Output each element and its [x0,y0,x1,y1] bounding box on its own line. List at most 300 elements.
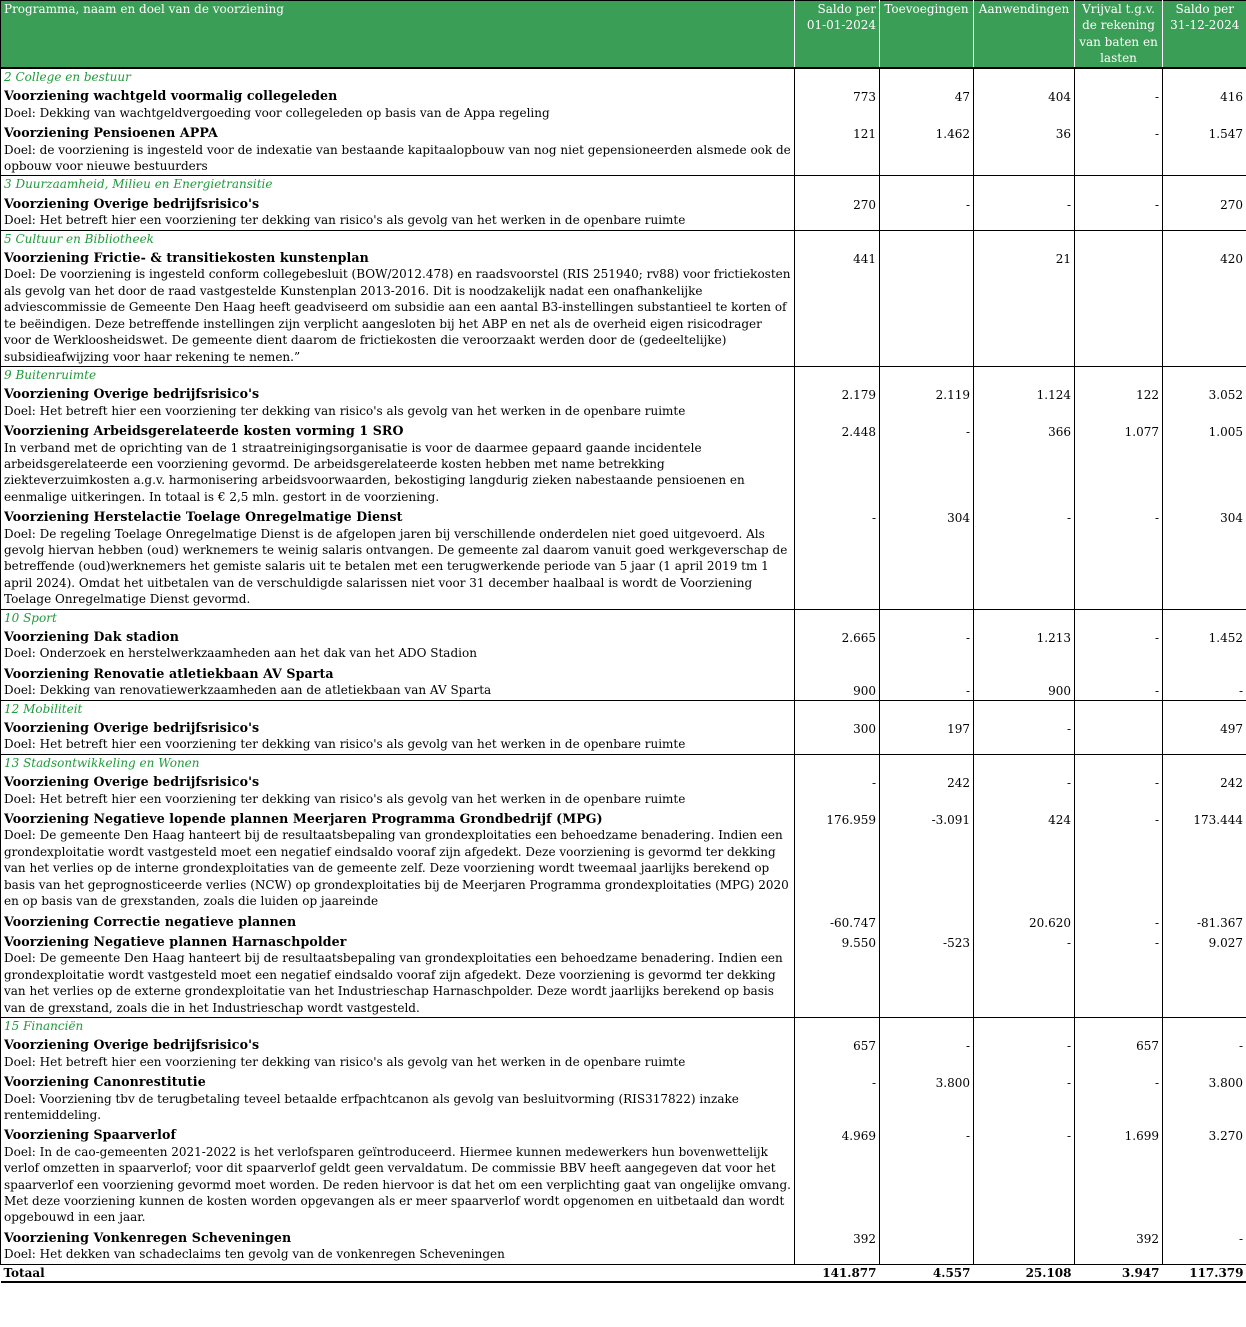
value-saldo-eind [1163,85,1246,122]
value-vrijval [1075,717,1163,754]
value-aanwendingen [974,1071,1075,1124]
value-text: 121 [853,127,876,142]
value-text: - [1154,197,1159,212]
value-aanwendingen [974,931,1075,1018]
provision-title: Voorziening Herstelactie Toelage Onregelmatige Dienst [4,509,403,525]
group-title: 2 College en bestuur [1,68,795,85]
value-vrijval [1075,85,1163,122]
value-toevoegingen [880,193,974,230]
value-vrijval [1075,193,1163,230]
value-text: - [1154,935,1159,950]
value-vrijval [1075,911,1163,931]
value-toevoegingen [880,771,974,808]
value-text: - [1066,1129,1071,1144]
provision-cell [1,717,795,754]
total-label: Totaal [1,1264,795,1282]
provision-cell [1,931,795,1018]
group-header-empty-cell [795,609,880,626]
value-text: - [1154,127,1159,142]
provision-cell [1,1227,795,1264]
value-text: 3.052 [1208,388,1243,403]
value-text: 9.027 [1208,935,1243,950]
value-aanwendingen [974,808,1075,910]
value-toevoegingen [880,122,974,176]
value-text: 392 [853,1231,876,1246]
value-aanwendingen [974,626,1075,663]
value-text: 1.124 [1036,388,1071,403]
provision-description: Doel: De voorziening is ingesteld conform collegebesluit (BOW/2012.478) en raadsvoorstel (RIS 251940; rv88) voor frictiekosten als gevolg van het door de raad vastgestelde Kunstenplan 2013-2016. Dit is noodzakelijk nadat een onafhankelijke adviescommissie de Gemeente Den Haag heeft geadviseerd om subsidie aan een aantal B3-instellingen substantieel te korten of te beëindigen. Deze betreffende instellingen zijn verplicht aangesloten bij het ABP en net als de overheid eigen risicodrager voor de Werkloosheidswet. De gemeente dient daarom de frictiekosten die veroorzaakt werden door de (gedeeltelijke) subsidieafwijzing voor haar rekening te nemen.” [4,267,791,364]
value-text: 304 [1220,511,1243,526]
value-text: 300 [853,722,876,737]
table-row [1,626,1246,663]
value-text: 3.270 [1208,1129,1243,1144]
value-vrijval [1075,1227,1163,1264]
group-header-row [1,176,1246,193]
value-vrijval [1075,247,1163,366]
total-toevoegingen: 4.557 [880,1264,974,1282]
group-header-row [1,609,1246,626]
value-saldo-begin [795,911,880,931]
value-vrijval [1075,808,1163,910]
value-toevoegingen [880,808,974,910]
value-saldo-begin [795,420,880,506]
group-header-empty-cell [1075,68,1163,85]
value-text: - [1066,935,1071,950]
value-saldo-eind [1163,247,1246,366]
provision-title: Voorziening Pensioenen APPA [4,125,218,141]
value-vrijval [1075,771,1163,808]
value-text: 242 [1220,776,1243,791]
value-saldo-begin [795,1034,880,1071]
value-text: 366 [1048,425,1071,440]
value-saldo-eind [1163,1227,1246,1264]
value-saldo-begin [795,1227,880,1264]
provision-description: Doel: Het betreft hier een voorziening ter dekking van risico's als gevolg van het werken in de openbare ruimte [4,791,686,806]
value-text: - [1154,776,1159,791]
value-text: - [1066,511,1071,526]
value-text: -523 [943,935,970,950]
group-title: 9 Buitenruimte [1,366,795,383]
provision-title: Voorziening Frictie- & transitiekosten kunstenplan [4,250,369,266]
value-toevoegingen [880,911,974,931]
header-saldo-begin: Saldo per 01-01-2024 [795,1,880,69]
total-vrijval: 3.947 [1075,1264,1163,1282]
value-text: 1.005 [1208,425,1243,440]
value-aanwendingen [974,1034,1075,1071]
provision-cell [1,506,795,609]
value-text: 36 [1055,127,1071,142]
value-toevoegingen [880,717,974,754]
provision-cell [1,663,795,700]
provision-description: Doel: Dekking van renovatiewerkzaamheden aan de atletiekbaan van AV Sparta [4,683,492,698]
provision-title: Voorziening Renovatie atletiekbaan AV Sparta [4,665,334,681]
provision-cell [1,808,795,910]
value-vrijval [1075,626,1163,663]
provision-title: Voorziening Vonkenregen Scheveningen [4,1229,292,1245]
provision-cell [1,1124,795,1226]
value-text: 242 [947,776,970,791]
value-text: - [1154,631,1159,645]
group-header-empty-cell [880,176,974,193]
table-row [1,506,1246,609]
provision-description: Doel: In de cao-gemeenten 2021-2022 is het verlofsparen geïntroduceerd. Hiermee kunnen medewerkers hun bovenwettelijk verlof omzetten in spaarverlof; voor dit spaarverlof geldt geen vervaldatum. De commissie BBV heeft aangegeven dat voor het spaarverlof een voorziening gevormd moet worden. De reden hiervoor is dat het om een verplichting gaat van ongelijke omvang. Met deze voorziening kunnen de kosten worden opgevangen als er meer spaarverlof wordt opgenomen en uitbetaald dan wordt opgebouwd in een jaar. [4,1144,791,1225]
provision-title: Voorziening wachtgeld voormalig collegeleden [4,88,338,104]
provision-description: In verband met de oprichting van de 1 straatreinigingsorganisatie is voor de daarmee gepaard gaande incidentele arbeidsgerelateerde een voorziening gevormd. De arbeidsgerelateerde kosten hebben met name betrekking ziekteverzuimkosten a.g.v. harmonisering arbeidsvoorwaarden, bekostiging langdurig zieken nabestaande pensioenen en eenmalige uitkeringen. In totaal is € 2,5 mln. gestort in de voorziening. [4,440,745,504]
provision-title: Voorziening Canonrestitutie [4,1074,206,1090]
header-aanwendingen: Aanwendingen [974,1,1075,69]
group-header-row [1,68,1246,85]
provision-cell [1,1034,795,1071]
value-toevoegingen [880,931,974,1018]
value-text: - [965,631,970,645]
value-saldo-eind [1163,1071,1246,1124]
group-header-row [1,1017,1246,1034]
group-header-row [1,700,1246,717]
value-saldo-eind [1163,808,1246,910]
group-title: 5 Cultuur en Bibliotheek [1,230,795,247]
provision-title: Voorziening Negatieve plannen Harnaschpolder [4,933,347,949]
value-text: 773 [853,90,876,105]
group-header-empty-cell [974,700,1075,717]
value-saldo-eind [1163,383,1246,420]
value-aanwendingen [974,911,1075,931]
value-text: -81.367 [1196,915,1243,930]
provision-title: Voorziening Overige bedrijfsrisico's [4,720,260,736]
table-row [1,717,1246,754]
value-text: - [965,197,970,212]
value-aanwendingen [974,1227,1075,1264]
value-text: 1.462 [935,127,970,142]
value-text: 47 [954,90,970,105]
header-row [1,1,1246,69]
value-text: - [1066,722,1071,737]
group-header-row [1,366,1246,383]
table-row [1,663,1246,700]
group-header-empty-cell [1075,230,1163,247]
value-text: 900 [853,684,876,699]
group-header-empty-cell [880,1017,974,1034]
value-saldo-eind [1163,1124,1246,1226]
value-text: 900 [1048,684,1071,699]
value-text: - [1066,197,1071,212]
value-text: 441 [853,252,876,267]
table-row [1,85,1246,122]
value-saldo-begin [795,1124,880,1226]
value-text: 176.959 [826,813,876,828]
table-row [1,247,1246,366]
value-saldo-eind [1163,626,1246,663]
group-header-empty-cell [795,1017,880,1034]
value-aanwendingen [974,506,1075,609]
value-text: - [1238,1231,1243,1246]
value-saldo-begin [795,122,880,176]
table-row [1,808,1246,910]
total-aanwendingen: 25.108 [974,1264,1075,1282]
group-header-empty-cell [1163,366,1246,383]
provision-description: Doel: De gemeente Den Haag hanteert bij de resultaatsbepaling van grondexploitaties een behoedzame benadering. Indien een grondexploitatie wordt vastgesteld moet een negatief eindsaldo vooraf zijn afgedekt. Deze voorziening is gevormd ter dekking van het verlies op de interne grondexploitaties van de gemeente zelf. Deze voorziening wordt tweemaal jaarlijks berekend op basis van het geprognosticeerde verlies (NCW) op grondexploitaties bij de Meerjaren Programma grondexploitaties (MPG) 2020 en op basis van de grexstanden, zoals die luiden op jaareinde [4,828,789,909]
value-text: 416 [1220,90,1243,105]
table-row [1,1124,1246,1226]
value-aanwendingen [974,1124,1075,1226]
group-header-empty-cell [974,609,1075,626]
table-row [1,122,1246,176]
table-row [1,383,1246,420]
value-toevoegingen [880,1124,974,1226]
group-header-empty-cell [795,68,880,85]
value-text: 1.699 [1124,1129,1159,1144]
provision-title: Voorziening Spaarverlof [4,1127,177,1143]
value-saldo-eind [1163,717,1246,754]
value-text: 3.800 [1208,1076,1243,1091]
value-text: 3.800 [935,1076,970,1091]
value-vrijval [1075,420,1163,506]
group-header-empty-cell [795,700,880,717]
value-saldo-eind [1163,931,1246,1018]
group-header-empty-cell [1075,609,1163,626]
table-row [1,193,1246,230]
value-text: 1.547 [1208,127,1243,142]
group-header-empty-cell [1163,1017,1246,1034]
group-header-row [1,230,1246,247]
group-header-empty-cell [795,230,880,247]
value-aanwendingen [974,122,1075,176]
value-aanwendingen [974,420,1075,506]
value-toevoegingen [880,1034,974,1071]
value-saldo-begin [795,1071,880,1124]
value-text: - [1066,1076,1071,1091]
value-vrijval [1075,383,1163,420]
group-header-empty-cell [880,754,974,771]
value-text: 657 [853,1039,876,1054]
value-saldo-eind [1163,1034,1246,1071]
value-text: -3.091 [931,813,970,828]
value-aanwendingen [974,771,1075,808]
provision-cell [1,247,795,366]
value-toevoegingen [880,1071,974,1124]
group-title: 15 Financiën [1,1017,795,1034]
table-row [1,771,1246,808]
provision-title: Voorziening Overige bedrijfsrisico's [4,774,260,790]
value-saldo-begin [795,931,880,1018]
value-vrijval [1075,1071,1163,1124]
value-toevoegingen [880,1227,974,1264]
value-saldo-begin [795,85,880,122]
value-text: 424 [1048,813,1071,828]
group-header-empty-cell [1075,1017,1163,1034]
provision-description: Doel: De gemeente Den Haag hanteert bij de resultaatsbepaling van grondexploitaties een behoedzame benadering. Indien een grondexploitatie wordt vastgesteld moet een negatief eindsaldo vooraf zijn afgedekt. Deze voorziening is gevormd ter dekking van het verlies op de externe grondexploitatie van het Industrieschap Harnaschpolder. Deze wordt jaarlijks berekend op basis van de grexstand, zoals die in het Industrieschap wordt vastgesteld. [4,951,783,1015]
value-toevoegingen [880,506,974,609]
provision-cell [1,626,795,663]
provision-title: Voorziening Dak stadion [4,629,179,644]
value-toevoegingen [880,383,974,420]
provision-description: Doel: Voorziening tbv de terugbetaling teveel betaalde erfpachtcanon als gevolg van besluitvorming (RIS317822) inzake rentemiddeling. [4,1091,739,1122]
group-header-empty-cell [795,366,880,383]
value-vrijval [1075,1034,1163,1071]
value-aanwendingen [974,717,1075,754]
provision-title: Voorziening Correctie negatieve plannen [4,913,297,929]
value-saldo-begin [795,506,880,609]
table-body [1,68,1246,1264]
value-aanwendingen [974,85,1075,122]
provision-title: Voorziening Overige bedrijfsrisico's [4,386,260,402]
provision-title: Voorziening Overige bedrijfsrisico's [4,195,260,211]
value-text: 420 [1220,252,1243,267]
value-saldo-eind [1163,911,1246,931]
table-row [1,911,1246,931]
value-aanwendingen [974,193,1075,230]
value-text: - [1154,684,1159,699]
value-saldo-eind [1163,122,1246,176]
provision-cell [1,420,795,506]
value-saldo-begin [795,771,880,808]
group-header-empty-cell [795,176,880,193]
value-text: - [1154,90,1159,105]
value-saldo-begin [795,626,880,663]
value-saldo-eind [1163,771,1246,808]
value-text: 122 [1136,388,1159,403]
group-header-empty-cell [880,68,974,85]
value-vrijval [1075,506,1163,609]
group-title: 12 Mobiliteit [1,700,795,717]
group-header-empty-cell [974,68,1075,85]
group-header-empty-cell [880,700,974,717]
group-header-empty-cell [880,230,974,247]
group-header-empty-cell [1075,366,1163,383]
provision-description: Doel: de voorziening is ingesteld voor de indexatie van bestaande kapitaalopbouw van nog niet gepensioneerden alsmede ook de opbouw voor nieuwe bestuurders [4,142,791,174]
group-header-empty-cell [974,366,1075,383]
value-aanwendingen [974,247,1075,366]
value-text: 20.620 [1029,915,1071,930]
header-toevoegingen: Toevoegingen [880,1,974,69]
provision-description: Doel: Het betreft hier een voorziening ter dekking van risico's als gevolg van het werken in de openbare ruimte [4,737,686,752]
value-text: 2.119 [935,388,970,403]
value-text: 392 [1136,1231,1159,1246]
value-toevoegingen [880,247,974,366]
value-toevoegingen [880,85,974,122]
value-text: 4.969 [841,1129,876,1144]
provision-cell [1,193,795,230]
value-vrijval [1075,1124,1163,1226]
value-vrijval [1075,931,1163,1018]
value-text: 1.213 [1036,631,1071,645]
value-saldo-eind [1163,193,1246,230]
group-header-empty-cell [1163,230,1246,247]
provision-cell [1,383,795,420]
value-text: 657 [1136,1039,1159,1054]
value-text: 197 [947,722,970,737]
group-header-empty-cell [1163,68,1246,85]
table-row [1,931,1246,1018]
total-saldo-eind: 117.379 [1163,1264,1246,1282]
value-vrijval [1075,663,1163,700]
value-text: - [1154,1076,1159,1091]
value-text: 2.179 [841,388,876,403]
value-saldo-begin [795,808,880,910]
group-header-empty-cell [974,176,1075,193]
value-text: 270 [1220,197,1243,212]
value-text: 270 [853,197,876,212]
value-text: -60.747 [829,915,876,930]
group-header-empty-cell [1163,609,1246,626]
value-text: 9.550 [841,935,876,950]
group-header-empty-cell [1075,754,1163,771]
value-text: - [1154,511,1159,526]
value-text: 1.077 [1124,425,1159,440]
provision-cell [1,1071,795,1124]
value-saldo-begin [795,717,880,754]
value-toevoegingen [880,663,974,700]
value-text: - [871,1076,876,1091]
value-text: - [965,684,970,699]
value-text: - [1154,915,1159,930]
group-header-empty-cell [974,754,1075,771]
header-vrijval: Vrijval t.g.v. de rekening van baten en lasten [1075,1,1163,69]
provision-cell [1,85,795,122]
value-text: - [1066,1039,1071,1054]
value-text: - [1238,684,1243,699]
header-program: Programma, naam en doel van de voorziening [1,1,795,69]
group-title: 13 Stadsontwikkeling en Wonen [1,754,795,771]
group-title: 3 Duurzaamheid, Milieu en Energietransitie [1,176,795,193]
value-saldo-begin [795,247,880,366]
value-text: 404 [1048,90,1071,105]
table-row [1,1071,1246,1124]
group-header-empty-cell [1075,700,1163,717]
value-text: - [871,776,876,791]
group-title: 10 Sport [1,609,795,626]
provision-description: Doel: Onderzoek en herstelwerkzaamheden aan het dak van het ADO Stadion [4,646,477,661]
provision-description: Doel: Dekking van wachtgeldvergoeding voor collegeleden op basis van de Appa regeling [4,105,550,120]
group-header-empty-cell [974,1017,1075,1034]
value-saldo-begin [795,383,880,420]
table-row [1,420,1246,506]
total-row [1,1264,1246,1282]
provision-cell [1,911,795,931]
value-text: - [965,1039,970,1054]
group-header-empty-cell [974,230,1075,247]
value-saldo-eind [1163,506,1246,609]
group-header-empty-cell [1075,176,1163,193]
value-toevoegingen [880,420,974,506]
value-text: 2.448 [841,425,876,440]
provision-title: Voorziening Overige bedrijfsrisico's [4,1037,260,1053]
value-aanwendingen [974,663,1075,700]
value-text: 21 [1055,252,1071,267]
provision-title: Voorziening Arbeidsgerelateerde kosten vorming 1 SRO [4,423,404,439]
provision-title: Voorziening Negatieve lopende plannen Meerjaren Programma Grondbedrijf (MPG) [4,811,603,827]
value-text: - [1238,1039,1243,1054]
value-toevoegingen [880,626,974,663]
value-saldo-eind [1163,663,1246,700]
value-text: - [965,1129,970,1144]
provision-description: Doel: Het betreft hier een voorziening ter dekking van risico's als gevolg van het werken in de openbare ruimte [4,1054,686,1069]
total-saldo-begin: 141.877 [795,1264,880,1282]
value-text: 173.444 [1193,813,1243,828]
group-header-empty-cell [1163,176,1246,193]
provision-cell [1,122,795,176]
value-saldo-eind [1163,420,1246,506]
value-saldo-begin [795,663,880,700]
table-row [1,1034,1246,1071]
value-text: - [871,511,876,526]
group-header-empty-cell [1163,700,1246,717]
value-text: 304 [947,511,970,526]
value-text: - [1066,776,1071,791]
value-text: 497 [1220,722,1243,737]
group-header-empty-cell [880,609,974,626]
value-text: - [1154,813,1159,828]
group-header-empty-cell [1163,754,1246,771]
